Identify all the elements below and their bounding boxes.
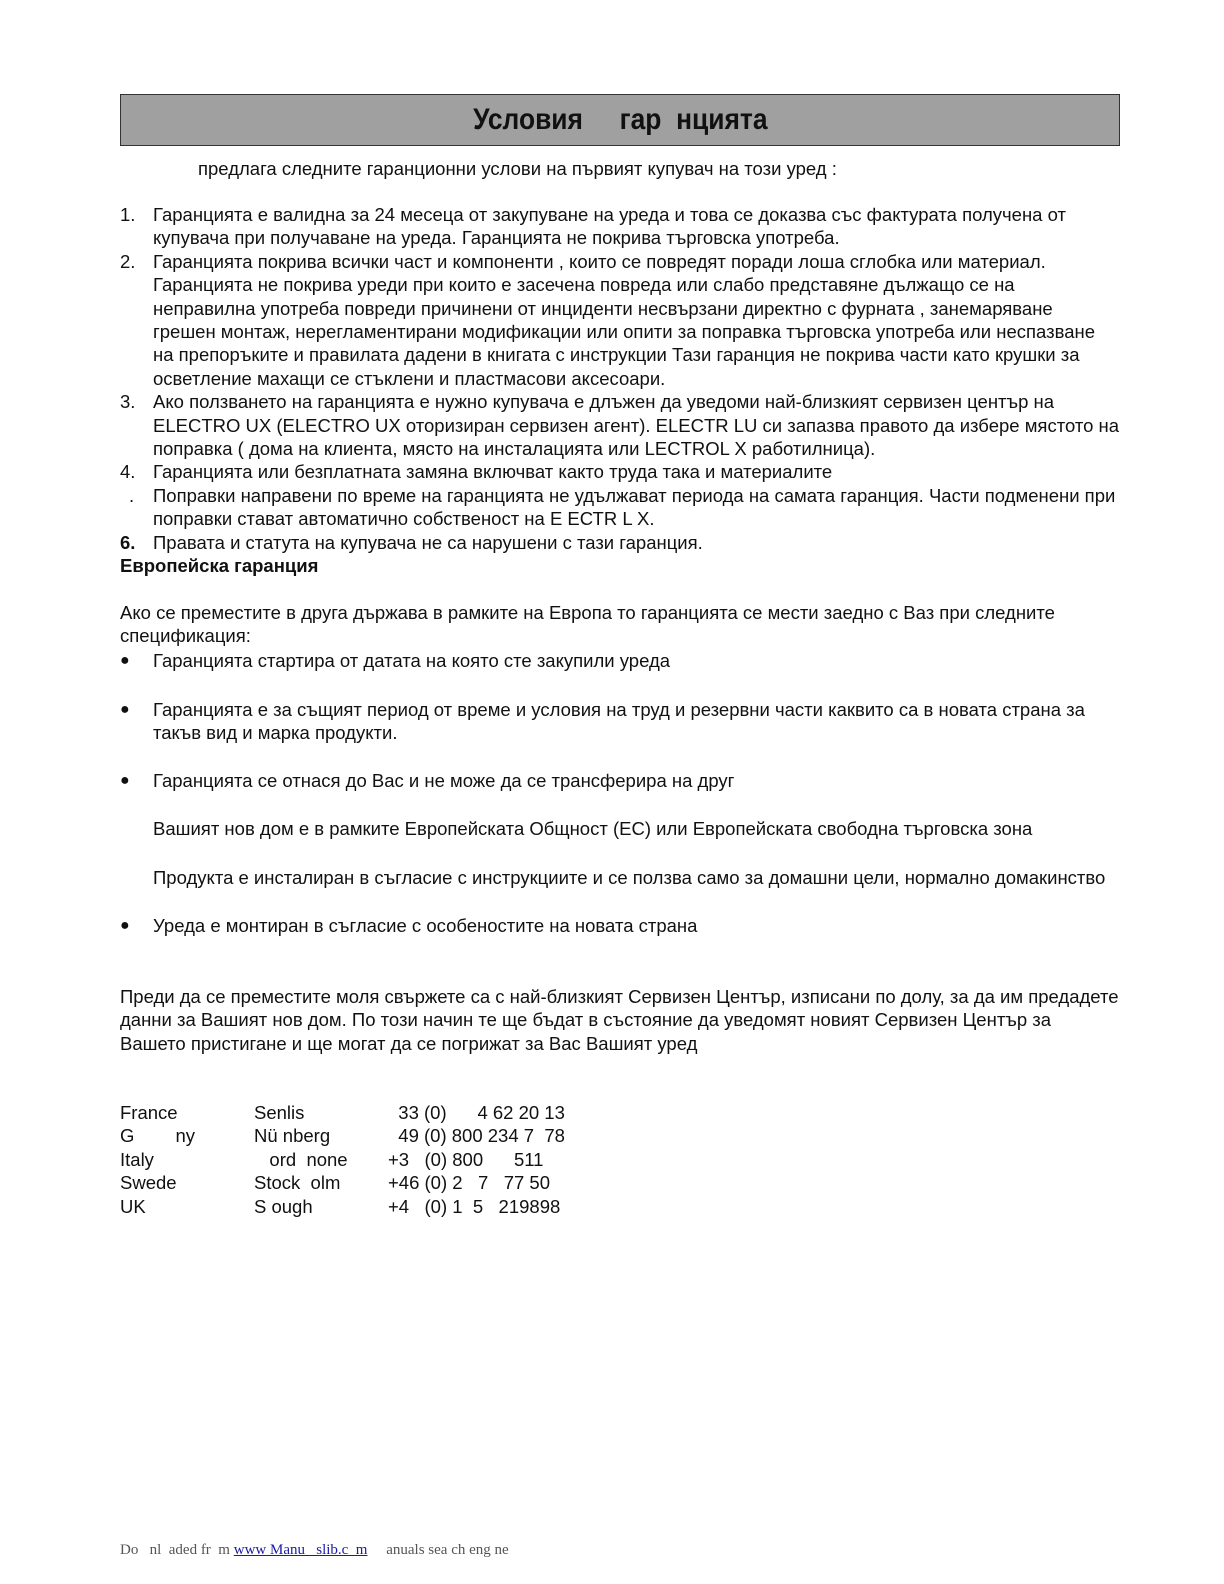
list-item	[120, 203, 1120, 250]
list-item	[120, 484, 1120, 531]
warranty-conditions-list	[120, 203, 1120, 554]
phone-cell: +4 (0) 1 5 219898	[388, 1195, 561, 1217]
table-row	[120, 1195, 565, 1218]
country-cell: France	[120, 1102, 178, 1123]
table-row	[120, 1148, 565, 1171]
intro-text: предлага следните гаранционни услови на първият купувач на този уред :	[198, 158, 837, 179]
list-number: 6.	[120, 531, 136, 553]
country-cell: G ny	[120, 1125, 196, 1147]
bullet-item	[120, 649, 1120, 672]
bullet-icon: ●	[120, 917, 130, 934]
european-warranty-heading: Европейска гаранция	[120, 555, 319, 576]
bullet-text: Уреда е монтиран в съгласие с особеностите на новата страна	[153, 915, 698, 936]
bullet-item	[120, 698, 1120, 745]
download-footer	[120, 1542, 509, 1559]
city-cell: Senlis	[254, 1102, 305, 1123]
list-number: 2.	[120, 250, 136, 272]
title-bar	[120, 94, 1120, 146]
country-cell: Italy	[120, 1148, 154, 1170]
footer-suffix: anuals sea ch eng ne	[367, 1542, 509, 1558]
country-cell: UK	[120, 1195, 146, 1217]
indented-condition: Вашият нов дом е в рамките Европейската Общност (ЕС) или Европейската свободна търговска зона	[153, 818, 1033, 839]
list-item	[120, 460, 1120, 483]
list-number: 3.	[120, 391, 136, 413]
list-text: Поправки направени по време на гаранцията не удължават периода на самата гаранция. Части подменени при поправки стават автоматично собственост на Е ЕСТR L X.	[153, 484, 1116, 530]
phone-cell: 49 (0) 800 234 7 78	[388, 1125, 565, 1147]
bullet-icon: ●	[120, 701, 130, 718]
indented-condition: Продукта е инсталиран в съгласие с инструкциите и се ползва само за домашни цели, нормално домакинство	[153, 867, 1106, 888]
country-cell: Swede	[120, 1172, 177, 1194]
bullet-item	[120, 914, 1120, 937]
phone-cell: 33 (0) 4 62 20 13	[388, 1102, 565, 1123]
closing-paragraph: Преди да се преместите моля свържете са с най-близкият Сервизен Център, изписани по долу, за да им предадете данни за Вашият нов дом. По този начин те ще бъдат в състояние да уведомят новият Сервизен Център за Вашето пристигане и ще могат да се погрижат за Вас Вашият уред	[120, 986, 1119, 1054]
table-row	[120, 1124, 565, 1147]
bullet-text: Гаранцията е за същият период от време и условия на труд и резервни части каквито са в новата страна за такъв вид и марка продукти.	[153, 699, 1085, 744]
bullet-text: Гаранцията стартира от датата на която сте закупили уреда	[153, 650, 671, 671]
bullet-text: Гаранцията се отнася до Вас и не може да се трансферира на друг	[153, 770, 735, 791]
service-centers-table	[120, 1101, 565, 1218]
list-number: 4.	[120, 461, 136, 483]
footer-link[interactable]: www Manu slib.c m	[233, 1542, 368, 1558]
footer-prefix: Do nl aded fr m	[120, 1542, 234, 1558]
bullet-item	[120, 769, 1120, 792]
european-warranty-intro: Ако се преместите в друга държава в рамките на Европа то гаранцията се мести заедно с Ваз при следните спецификация:	[120, 602, 1055, 647]
phone-cell: +46 (0) 2 7 77 50	[388, 1172, 550, 1194]
table-row	[120, 1101, 565, 1124]
list-text: Правата и статута на купувача не са нарушени с тази гаранция.	[153, 531, 703, 553]
bullet-icon: ●	[120, 652, 130, 669]
list-text: Гаранцията покрива всички част и компоненти , които се повредят поради лоша сглобка или материал. Гаранцията не покрива уреди при които е засечена повреда или слабо представяне дължащо се на неправилна употреба повреди причинени от инциденти несвързани директно с фурната , занемаряване грешен монтаж, нерегламентирани модификации или опити за поправка търговска употреба или неспазване на препоръките и правилата дадени в книгата с инструкции Тази гаранция не покрива части като крушки за осветление махащи се стъклени и пластмасови аксесоари.	[153, 250, 1095, 389]
list-number: 1.	[120, 204, 136, 225]
phone-cell: +3 (0) 800 511	[388, 1148, 544, 1170]
city-cell: S ough	[254, 1195, 313, 1217]
list-item	[120, 250, 1120, 390]
list-text: Ако ползването на гаранцията е нужно купувача е длъжен да уведоми най-близкият сервизен център на ELECTRO UX (ELECTRO UX оторизиран сервизен агент). ELECTR LU си запазва правото да избере мястото на поправка ( дома на клиента, място на инсталацията или LECTROL X работилница).	[153, 391, 1120, 460]
list-item	[120, 531, 1120, 554]
list-text: Гаранцията е валидна за 24 месеца от закупуване на уреда и това се доказва със фактурата получена от купувача при получаване на уреда. Гаранцията не покрива търговска употреба.	[153, 204, 1066, 249]
table-row	[120, 1171, 565, 1194]
list-number: .	[129, 484, 135, 506]
bullet-icon: ●	[120, 772, 130, 789]
list-text: Гаранцията или безплатната замяна включват както труда така и материалите	[153, 461, 833, 483]
list-item	[120, 390, 1120, 460]
city-cell: Stock olm	[254, 1172, 341, 1194]
page-title: Условия гар нцията	[472, 103, 768, 136]
city-cell: ord none	[254, 1148, 348, 1170]
city-cell: Nü nberg	[254, 1125, 331, 1147]
